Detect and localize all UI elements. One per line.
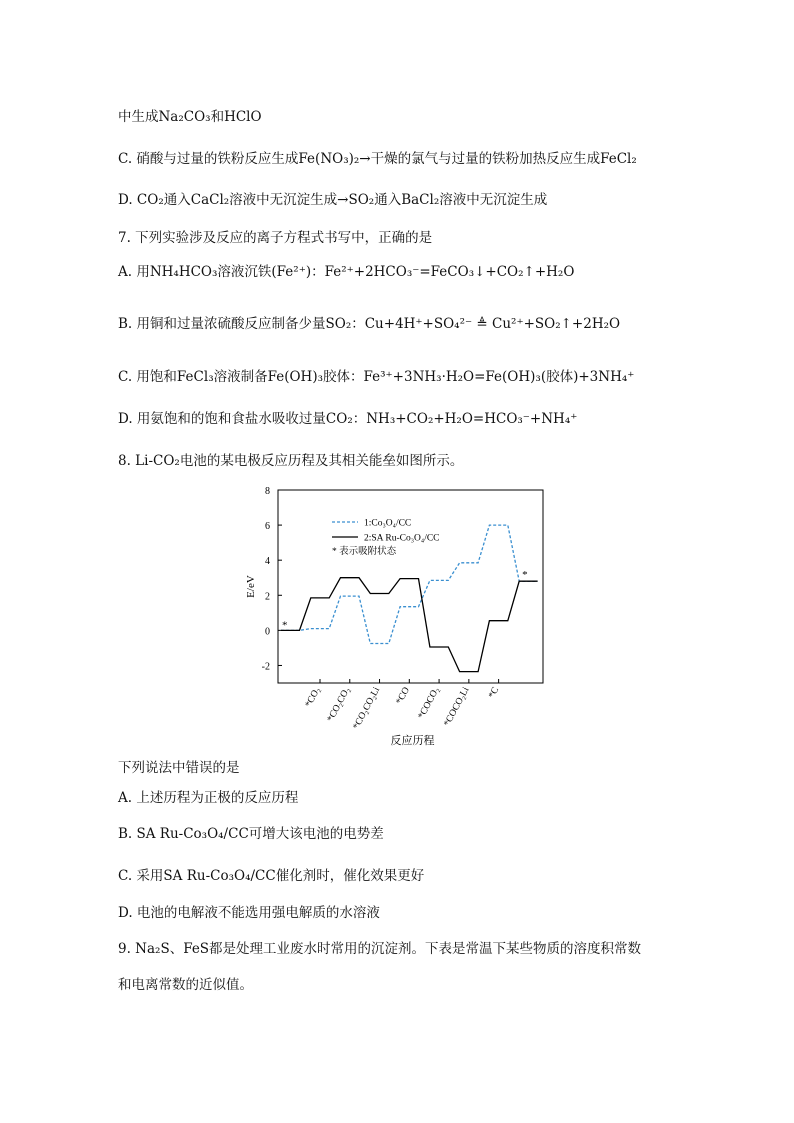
question-8-option-b: B. SA Ru-Co₃O₄/CC可增大该电池的电势差	[118, 826, 384, 842]
question-7: 7. 下列实验涉及反应的离子方程式书写中，正确的是	[118, 230, 433, 246]
question-7-option-a: A. 用NH₄HCO₃溶液沉铁(Fe²⁺)：Fe²⁺+2HCO₃⁻=FeCO₃↓+CO₂↑+H₂O	[118, 264, 575, 280]
energy-profile-chart	[240, 480, 560, 750]
question-8-option-d: D. 电池的电解液不能选用强电解质的水溶液	[118, 905, 380, 921]
y-tick-label: 0	[265, 626, 270, 638]
x-tick-label: *CO	[394, 685, 412, 707]
question-8-stem: 下列说法中错误的是	[118, 760, 240, 776]
legend-label-2: 2:SA Ru-Co₃O₄/CC	[364, 533, 440, 544]
end-marker: *	[522, 569, 528, 582]
x-tick-label: *COCO₂Li	[442, 685, 472, 729]
question-9: 9. Na₂S、FeS都是处理工业废水时常用的沉淀剂。下表是常温下某些物质的溶度积常数	[118, 941, 642, 957]
question-8-option-a: A. 上述历程为正极的反应历程	[118, 790, 299, 806]
y-tick-label: 2	[265, 591, 270, 603]
series-line-2	[281, 578, 538, 672]
question-8: 8. Li-CO₂电池的某电极反应历程及其相关能垒如图所示。	[118, 453, 464, 469]
start-marker: *	[282, 619, 288, 632]
legend-note: * 表示吸附状态	[332, 547, 397, 557]
option-d: D. CO₂通入CaCl₂溶液中无沉淀生成→SO₂通入BaCl₂溶液中无沉淀生成	[118, 192, 548, 208]
chart-svg	[240, 480, 560, 750]
x-tick-label: *COCO₂	[416, 685, 442, 721]
legend-label-1: 1:Co₃O₄/CC	[364, 518, 412, 529]
question-8-option-c: C. 采用SA Ru-Co₃O₄/CC催化剂时，催化效果更好	[118, 868, 425, 884]
question-7-option-c: C. 用饱和FeCl₃溶液制备Fe(OH)₃胶体：Fe³⁺+3NH₃·H₂O=Fe(OH)₃(胶体)+3NH₄⁺	[118, 369, 635, 385]
y-tick-label: 4	[265, 556, 270, 568]
y-tick-label: -2	[261, 661, 270, 673]
x-axis-label: 反应历程	[390, 735, 435, 747]
option-c: C. 硝酸与过量的铁粉反应生成Fe(NO₃)₂→干燥的氯气与过量的铁粉加热反应生成FeCl₂	[118, 151, 637, 167]
x-tick-label: *CO₂	[303, 685, 323, 710]
y-tick-label: 8	[265, 486, 270, 497]
x-tick-label: *C	[487, 685, 502, 701]
y-tick-label: 6	[265, 521, 270, 533]
x-tick-label: *CO₂CO₂	[325, 685, 353, 724]
question-9-cont: 和电离常数的近似值。	[118, 977, 253, 993]
text-line: 中生成Na₂CO₃和HClO	[118, 109, 262, 125]
x-tick-label: *CO₂CO₂Li	[351, 685, 383, 732]
question-7-option-b: B. 用铜和过量浓硫酸反应制备少量SO₂：Cu+4H⁺+SO₄²⁻ ≜ Cu²⁺+SO₂↑+2H₂O	[118, 316, 621, 332]
y-axis-label: E/eV	[245, 575, 257, 598]
question-7-option-d: D. 用氨饱和的饱和食盐水吸收过量CO₂：NH₃+CO₂+H₂O=HCO₃⁻+NH₄⁺	[118, 411, 578, 427]
